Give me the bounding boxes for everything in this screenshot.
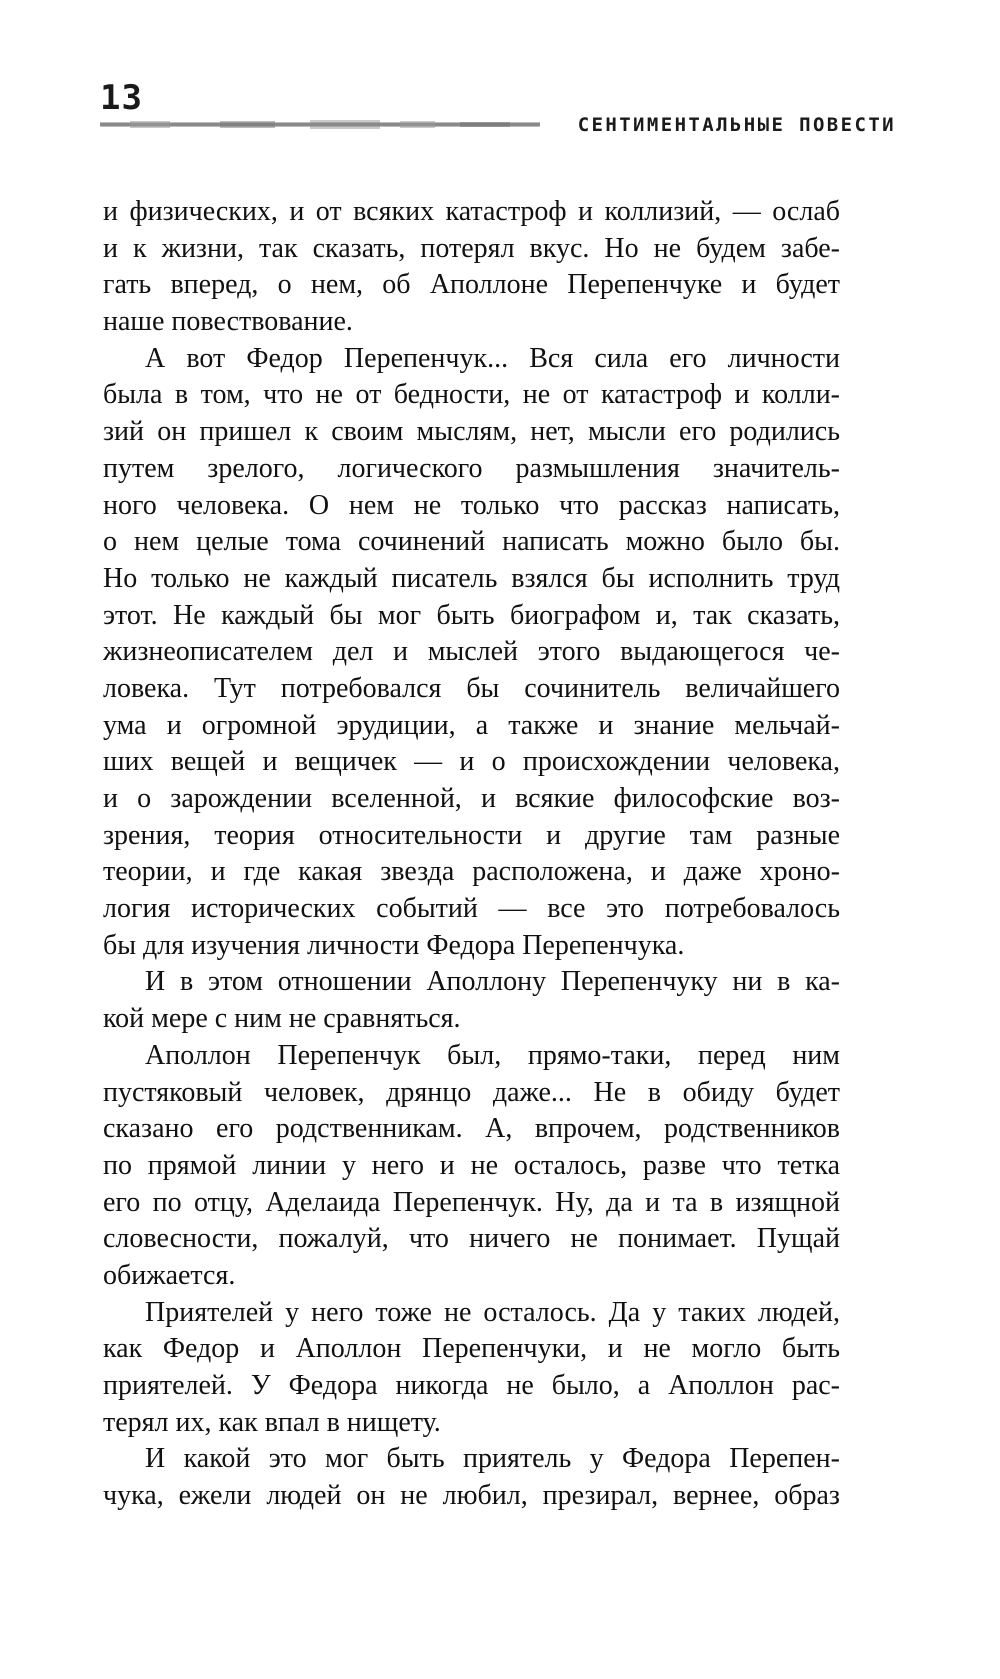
text-line: кой мере с ним не сравняться. xyxy=(103,1003,461,1035)
text-line: ших вещей и вещичек — и о происхождении человека, xyxy=(103,746,840,778)
text-line: приятелей. У Федора никогда не было, а Аполлон рас- xyxy=(103,1370,840,1401)
text-line: сказано его родственникам. А, впрочем, родственников xyxy=(103,1113,840,1145)
text-line: бы для изучения личности Федора Перепенчука. xyxy=(103,929,685,961)
text-line: наше повествование. xyxy=(103,306,353,338)
text-line: обижается. xyxy=(103,1259,236,1291)
text-line: пустяковый человек, дрянцо даже... Не в обиду будет xyxy=(103,1076,840,1108)
text-line: Приятелей у него тоже не осталось. Да у таких людей, xyxy=(145,1296,840,1328)
text-line: ловека. Тут потребовался бы сочинитель величайшего xyxy=(103,672,840,704)
text-line: Но только не каждый писатель взялся бы исполнить труд xyxy=(103,562,840,594)
header-decorative-rule xyxy=(100,120,540,129)
text-line: А вот Федор Перепенчук... Вся сила его личности xyxy=(145,342,840,374)
text-line: ума и огромной эрудиции, а также и знание мельчай- xyxy=(103,709,840,741)
text-line: и физических, и от всяких катастроф и коллизий, — ослаб xyxy=(103,196,840,227)
text-line: по прямой линии у него и не осталось, разве что тетка xyxy=(103,1149,840,1181)
text-line: и к жизни, так сказать, потерял вкус. Но не будем забе- xyxy=(103,232,840,264)
text-line: теории, и где какая звезда расположена, и даже хроно- xyxy=(103,856,840,888)
text-line: логия исторических событий — все это потребовалось xyxy=(103,893,840,925)
text-line: о нем целые тома сочинений написать можно было бы. xyxy=(103,526,840,558)
text-line: как Федор и Аполлон Перепенчуки, и не могло быть xyxy=(103,1333,840,1365)
running-head: СЕНТИМЕНТАЛЬНЫЕ ПОВЕСТИ xyxy=(577,114,896,136)
text-line: гать вперед, о нем, об Аполлоне Перепенчуке и будет xyxy=(103,269,840,301)
text-line: зий он пришел к своим мыслям, нет, мысли его родились xyxy=(103,416,840,448)
text-line: терял их, как впал в нищету. xyxy=(103,1406,441,1438)
text-line: чука, ежели людей он не любил, презирал, вернее, образ xyxy=(103,1480,840,1512)
text-line: зрения, теория относительности и другие там разные xyxy=(103,819,840,851)
text-line: была в том, что не от бедности, не от катастроф и колли- xyxy=(103,379,840,411)
text-line: путем зрелого, логического размышления значитель- xyxy=(103,452,840,484)
text-line: словесности, пожалуй, что ничего не понимает. Пущай xyxy=(103,1223,840,1255)
text-line: жизнеописателем дел и мыслей этого выдающегося че- xyxy=(103,636,840,668)
text-line: этот. Не каждый бы мог быть биографом и, так сказать, xyxy=(103,599,840,631)
body-text xyxy=(103,194,840,1515)
text-line: ного человека. О нем не только что рассказ написать, xyxy=(103,489,840,521)
text-line: и о зарождении вселенной, и всякие философские воз- xyxy=(103,783,840,814)
page-number: 13 xyxy=(100,78,143,118)
text-line: его по отцу, Аделаида Перепенчук. Ну, да и та в изящной xyxy=(103,1186,840,1218)
text-line: И какой это мог быть приятель у Федора Перепен- xyxy=(145,1443,840,1475)
text-line: Аполлон Перепенчук был, прямо-таки, перед ним xyxy=(145,1039,840,1071)
text-line: И в этом отношении Аполлону Перепенчуку ни в ка- xyxy=(145,966,840,998)
